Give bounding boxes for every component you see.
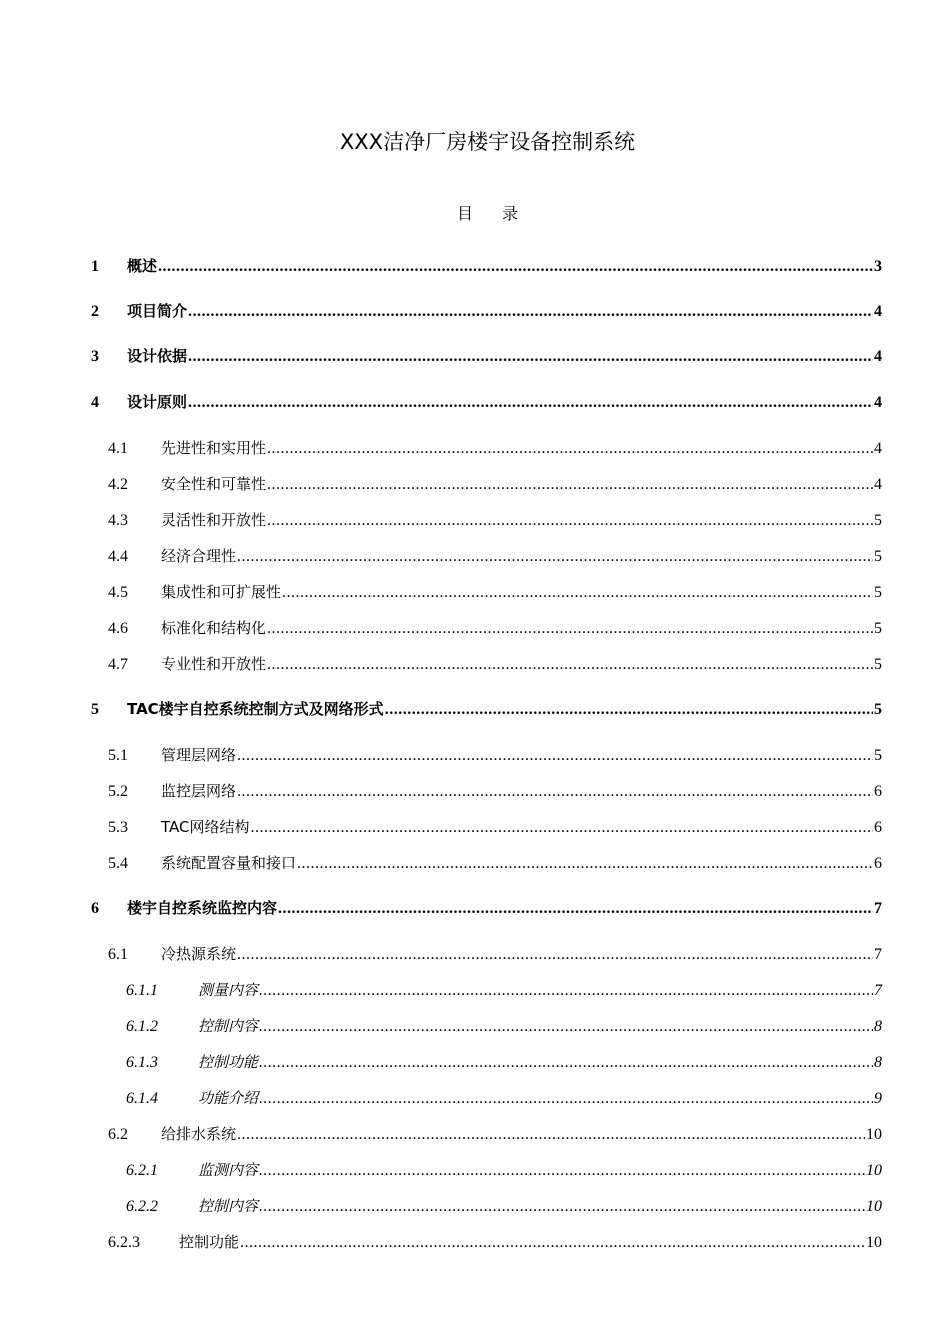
toc-entry-number: 4.4 — [108, 548, 128, 565]
toc-entry-page: 10 — [866, 1234, 882, 1251]
toc-leader — [267, 437, 873, 461]
toc-entry-label: 设计原则 — [127, 393, 188, 411]
toc-leader — [259, 1195, 865, 1219]
toc-leader — [267, 473, 873, 497]
toc-entry-number: 5.1 — [108, 747, 128, 764]
toc-leader — [237, 545, 873, 569]
toc-leader — [259, 1159, 865, 1183]
toc-entry-label: 控制功能 — [198, 1053, 259, 1071]
toc-leader — [259, 1051, 873, 1075]
toc-entry[interactable] — [126, 1158, 882, 1182]
toc-entry-label: 控制内容 — [198, 1197, 259, 1215]
toc-entry-page: 4 — [874, 348, 882, 365]
toc-entry-number: 6.2.2 — [126, 1198, 158, 1215]
toc-entry-label: 测量内容 — [198, 981, 259, 999]
toc-entry-page: 5 — [874, 620, 882, 637]
toc-entry-label: 冷热源系统 — [161, 945, 237, 963]
toc-entry-number: 6.2.3 — [108, 1234, 140, 1251]
toc-entry[interactable] — [91, 390, 882, 414]
toc-entry[interactable] — [108, 743, 882, 767]
toc-entry[interactable] — [108, 1122, 882, 1146]
toc-entry[interactable] — [108, 436, 882, 460]
toc-entry-number: 6 — [91, 900, 99, 917]
toc-leader — [188, 345, 873, 369]
toc-entry-number: 4.7 — [108, 656, 128, 673]
toc-leader — [282, 581, 873, 605]
toc-entry-label: 经济合理性 — [161, 547, 237, 565]
toc-entry-label: 安全性和可靠性 — [161, 475, 267, 493]
toc-entry-page: 10 — [866, 1198, 882, 1215]
toc-leader — [259, 1087, 873, 1111]
toc-entry-number: 4 — [91, 394, 99, 411]
toc-leader — [237, 744, 873, 768]
toc-entry-page: 9 — [874, 1090, 882, 1107]
toc-entry-number: 6.1.2 — [126, 1018, 158, 1035]
toc-entry-page: 4 — [874, 303, 882, 320]
toc-entry-number: 4.6 — [108, 620, 128, 637]
toc-entry-label: 系统配置容量和接口 — [161, 854, 297, 872]
toc-entry-page: 5 — [874, 747, 882, 764]
toc-leader — [297, 852, 873, 876]
toc-entry-number: 6.1.4 — [126, 1090, 158, 1107]
toc-entry[interactable] — [126, 1014, 882, 1038]
toc-entry-label: 控制内容 — [198, 1017, 259, 1035]
toc-entry-page: 6 — [874, 819, 882, 836]
toc-leader — [188, 300, 873, 324]
toc-leader — [158, 255, 873, 279]
toc-entry[interactable] — [108, 616, 882, 640]
toc-entry[interactable] — [108, 815, 882, 839]
toc-entry-label: 专业性和开放性 — [161, 655, 267, 673]
toc-entry-number: 6.2 — [108, 1126, 128, 1143]
toc-entry-page: 6 — [874, 855, 882, 872]
toc-entry-page: 10 — [866, 1162, 882, 1179]
toc-entry[interactable] — [108, 942, 882, 966]
toc-entry-label: 功能介绍 — [198, 1089, 259, 1107]
toc-entry-label: 设计依据 — [127, 347, 188, 365]
toc-entry-number: 4.3 — [108, 512, 128, 529]
toc-entry[interactable] — [91, 299, 882, 323]
toc-heading: 目 录 — [456, 204, 531, 223]
toc-leader — [237, 943, 873, 967]
toc-entry-page: 5 — [874, 656, 882, 673]
toc-entry[interactable] — [108, 472, 882, 496]
toc-entry-label: TAC网络结构 — [161, 818, 250, 836]
toc-entry-number: 3 — [91, 348, 99, 365]
document-title: XXX洁净厂房楼宇设备控制系统 — [339, 130, 636, 154]
toc-entry-label: 先进性和实用性 — [161, 439, 267, 457]
toc-entry-page: 8 — [874, 1054, 882, 1071]
toc-entry-page: 3 — [874, 258, 882, 275]
toc-entry-number: 1 — [91, 258, 99, 275]
toc-entry-number: 5.3 — [108, 819, 128, 836]
toc-leader — [237, 1123, 865, 1147]
toc-entry[interactable] — [108, 580, 882, 604]
toc-entry-page: 5 — [874, 701, 882, 718]
toc-entry-page: 7 — [874, 982, 882, 999]
toc-entry-number: 6.1.1 — [126, 982, 158, 999]
toc-entry-number: 5.4 — [108, 855, 128, 872]
toc-entry-page: 6 — [874, 783, 882, 800]
toc-leader — [267, 653, 873, 677]
toc-entry-label: 监测内容 — [198, 1161, 259, 1179]
toc-leader — [385, 698, 873, 722]
toc-entry-label: 灵活性和开放性 — [161, 511, 267, 529]
toc-entry-page: 7 — [874, 900, 882, 917]
toc-entry-number: 6.1 — [108, 946, 128, 963]
toc-entry-label: 概述 — [127, 257, 158, 275]
toc-leader — [240, 1231, 865, 1255]
toc-entry[interactable] — [91, 896, 882, 920]
toc-entry-number: 5 — [91, 701, 99, 718]
toc-entry-page: 5 — [874, 512, 882, 529]
toc-entry-number: 6.2.1 — [126, 1162, 158, 1179]
toc-entry-label: 管理层网络 — [161, 746, 237, 764]
toc-entry-number: 6.1.3 — [126, 1054, 158, 1071]
toc-entry-page: 7 — [874, 946, 882, 963]
toc-entry-page: 4 — [874, 476, 882, 493]
toc-entry-page: 5 — [874, 548, 882, 565]
toc-leader — [267, 509, 873, 533]
toc-entry-page: 8 — [874, 1018, 882, 1035]
toc-entry-number: 5.2 — [108, 783, 128, 800]
toc-leader — [237, 780, 873, 804]
toc-entry-label: 集成性和可扩展性 — [161, 583, 282, 601]
toc-entry-label: TAC楼宇自控系统控制方式及网络形式 — [127, 700, 384, 718]
toc-entry[interactable] — [108, 544, 882, 568]
toc-entry[interactable] — [108, 652, 882, 676]
toc-entry-page: 10 — [866, 1126, 882, 1143]
toc-entry-number: 4.2 — [108, 476, 128, 493]
toc-leader — [267, 617, 873, 641]
toc-leader — [259, 1015, 873, 1039]
toc-entry[interactable] — [126, 1050, 882, 1074]
toc-entry-page: 5 — [874, 584, 882, 601]
toc-entry[interactable] — [108, 1230, 882, 1254]
toc-entry-label: 给排水系统 — [161, 1125, 237, 1143]
toc-entry-label: 标准化和结构化 — [161, 619, 267, 637]
toc-entry-label: 项目简介 — [127, 302, 188, 320]
toc-entry-page: 4 — [874, 440, 882, 457]
toc-entry-label: 控制功能 — [179, 1233, 240, 1251]
toc-leader — [278, 897, 873, 921]
toc-entry-page: 4 — [874, 394, 882, 411]
toc-entry[interactable] — [91, 254, 882, 278]
toc-entry[interactable] — [126, 1086, 882, 1110]
toc-entry[interactable] — [108, 508, 882, 532]
toc-leader — [188, 391, 873, 415]
toc-entry[interactable] — [91, 344, 882, 368]
toc-entry[interactable] — [108, 851, 882, 875]
toc-leader — [250, 816, 873, 840]
toc-entry[interactable] — [91, 697, 882, 721]
toc-entry-label: 楼宇自控系统监控内容 — [127, 899, 278, 917]
toc-entry-label: 监控层网络 — [161, 782, 237, 800]
toc-entry[interactable] — [126, 1194, 882, 1218]
toc-entry-number: 4.5 — [108, 584, 128, 601]
toc-entry[interactable] — [108, 779, 882, 803]
toc-entry[interactable] — [126, 978, 882, 1002]
toc-entry-number: 4.1 — [108, 440, 128, 457]
toc-leader — [259, 979, 873, 1003]
toc-entry-number: 2 — [91, 303, 99, 320]
